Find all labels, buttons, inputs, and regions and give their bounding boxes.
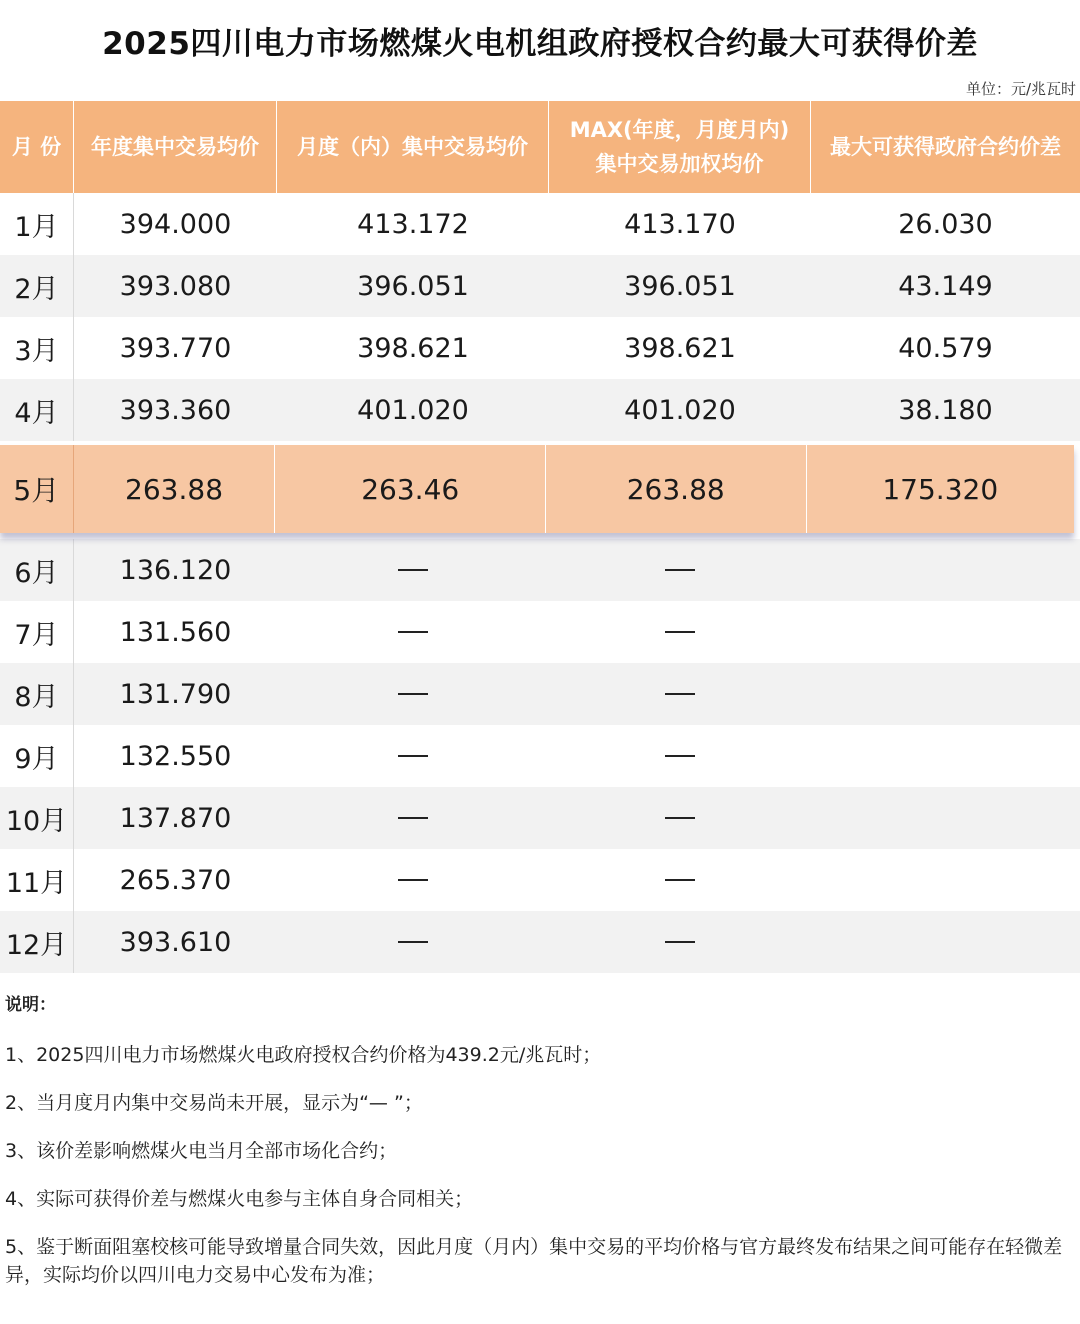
cell-monthly: 396.051 <box>357 270 469 302</box>
cell-diff <box>811 849 1080 911</box>
cell-annual: 137.870 <box>119 802 232 834</box>
cell-month: 5月 <box>0 445 74 533</box>
header-max-weighted <box>549 101 811 193</box>
cell-max <box>549 725 811 787</box>
cell-monthly <box>277 539 549 601</box>
cell-max <box>549 663 811 725</box>
table-row <box>0 601 1080 663</box>
note-item: 4、实际可获得价差与燃煤火电参与主体自身合同相关； <box>5 1188 474 1210</box>
header-month: 月 份 <box>0 101 74 193</box>
notes-heading: 说明： <box>5 995 56 1015</box>
cell-monthly <box>277 849 549 911</box>
table-row <box>0 193 1080 255</box>
table-row <box>0 539 1080 601</box>
header-max-line2: 集中交易加权均价 <box>595 152 764 176</box>
empty-dash <box>398 631 428 633</box>
cell-annual: 394.000 <box>119 208 232 240</box>
cell-diff: 175.320 <box>882 472 999 506</box>
cell-max <box>549 849 811 911</box>
cell-monthly: 401.020 <box>357 394 469 426</box>
empty-dash <box>665 631 695 633</box>
cell-diff <box>811 663 1080 725</box>
cell-annual: 131.790 <box>119 678 232 710</box>
cell-max <box>549 539 811 601</box>
cell-max: 401.020 <box>624 394 736 426</box>
empty-dash <box>398 879 428 881</box>
cell-month: 7月 <box>0 601 74 663</box>
cell-monthly: 263.46 <box>275 445 545 533</box>
cell-max: 263.88 <box>546 445 807 533</box>
cell-monthly <box>277 725 549 787</box>
table-row <box>0 787 1080 849</box>
cell-month: 1月 <box>0 193 74 255</box>
cell-month: 6月 <box>0 539 74 601</box>
cell-monthly: 398.621 <box>357 332 469 364</box>
empty-dash <box>665 693 695 695</box>
cell-month: 9月 <box>0 725 74 787</box>
cell-diff <box>811 725 1080 787</box>
note-item: 5、鉴于断面阻塞校核可能导致增量合同失效，因此月度（月内）集中交易的平均价格与官方最终发布结果之间可能存在轻微差异，实际均价以四川电力交易中心发布为准； <box>5 1236 1063 1286</box>
empty-dash <box>398 817 428 819</box>
table-row <box>0 379 1080 441</box>
price-table <box>0 101 1080 973</box>
cell-annual: 136.120 <box>119 554 232 586</box>
header-max-diff: 最大可获得政府合约价差 <box>830 135 1061 159</box>
cell-diff <box>811 539 1080 601</box>
cell-max <box>549 601 811 663</box>
cell-monthly <box>277 663 549 725</box>
cell-max: 413.170 <box>624 208 736 240</box>
cell-monthly: 413.172 <box>357 208 469 240</box>
empty-dash <box>665 817 695 819</box>
cell-diff: 40.579 <box>898 332 993 364</box>
table-row <box>0 725 1080 787</box>
cell-diff: 38.180 <box>898 394 993 426</box>
cell-month: 2月 <box>0 255 74 317</box>
header-max-line1: MAX(年度，月度月内) <box>569 118 790 142</box>
cell-month: 8月 <box>0 663 74 725</box>
table-row <box>0 911 1080 973</box>
cell-annual: 132.550 <box>119 740 232 772</box>
cell-diff <box>811 601 1080 663</box>
cell-annual: 393.610 <box>119 926 232 958</box>
notes-section <box>5 990 1075 1309</box>
header-annual-avg: 年度集中交易均价 <box>74 101 277 193</box>
empty-dash <box>665 941 695 943</box>
note-item: 1、2025四川电力市场燃煤火电政府授权合约价格为439.2元/兆瓦时； <box>5 1044 602 1066</box>
cell-diff <box>811 911 1080 973</box>
cell-month: 10月 <box>0 787 74 849</box>
cell-annual: 265.370 <box>119 864 232 896</box>
cell-annual: 263.88 <box>74 445 276 533</box>
highlighted-row <box>0 445 1074 533</box>
table-row <box>0 255 1080 317</box>
table-header <box>0 101 1080 193</box>
page-title: 2025四川电力市场燃煤火电机组政府授权合约最大可获得价差 <box>102 26 978 62</box>
table-row <box>0 849 1080 911</box>
cell-diff <box>811 787 1080 849</box>
cell-annual: 131.560 <box>119 616 232 648</box>
cell-month: 3月 <box>0 317 74 379</box>
header-monthly-avg: 月度（内）集中交易均价 <box>277 101 549 193</box>
empty-dash <box>398 693 428 695</box>
empty-dash <box>665 569 695 571</box>
unit-label: 单位：元/兆瓦时 <box>965 80 1076 98</box>
cell-monthly <box>277 787 549 849</box>
empty-dash <box>665 879 695 881</box>
cell-annual: 393.080 <box>119 270 232 302</box>
empty-dash <box>398 941 428 943</box>
cell-max <box>549 787 811 849</box>
cell-month: 11月 <box>0 849 74 911</box>
cell-annual: 393.770 <box>119 332 232 364</box>
table-row <box>0 663 1080 725</box>
cell-diff: 26.030 <box>898 208 993 240</box>
cell-max <box>549 911 811 973</box>
cell-month: 4月 <box>0 379 74 441</box>
empty-dash <box>398 569 428 571</box>
note-item: 3、该价差影响燃煤火电当月全部市场化合约； <box>5 1140 398 1162</box>
empty-dash <box>398 755 428 757</box>
table-row <box>0 317 1080 379</box>
cell-monthly <box>277 911 549 973</box>
cell-monthly <box>277 601 549 663</box>
cell-annual: 393.360 <box>119 394 232 426</box>
cell-diff: 43.149 <box>898 270 993 302</box>
note-item: 2、当月度月内集中交易尚未开展，显示为“— ”； <box>5 1092 423 1114</box>
cell-month: 12月 <box>0 911 74 973</box>
empty-dash <box>665 755 695 757</box>
cell-max: 396.051 <box>624 270 736 302</box>
cell-max: 398.621 <box>624 332 736 364</box>
